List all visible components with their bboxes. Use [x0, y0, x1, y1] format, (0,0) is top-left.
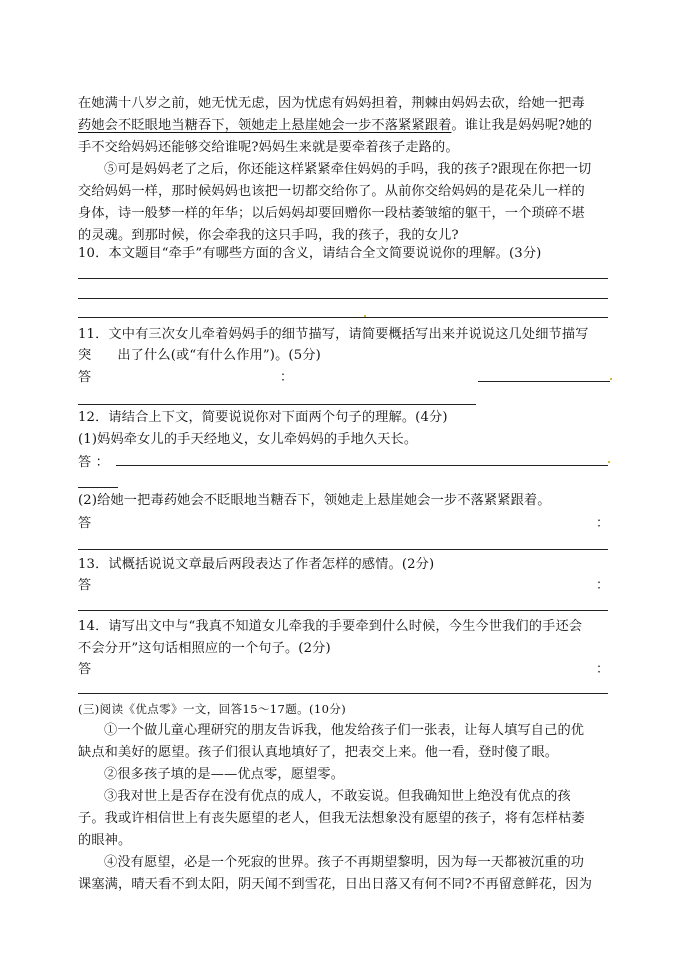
answer-label: 答 ：: [78, 455, 110, 470]
colon-mark: ：: [596, 578, 610, 593]
answer-label: 答: [78, 662, 92, 677]
question-14-line-1: 14．请写出文中与“我真不知道女儿牵我的手要牵到什么时候，今生今世我们的手还会: [78, 619, 583, 634]
question-12-sentence-1: (1)妈妈牵女儿的手天经地义，女儿牵妈妈的手地久天长。: [78, 432, 418, 447]
question-11-line-1: 11．文中有三次女儿牵着妈妈手的细节描写，请简要概括写出来并说说这几处细节描写: [78, 327, 589, 342]
speck: [364, 315, 366, 317]
paragraph-5-line-4: 的灵魂。到那时候，你会牵我的这只手吗，我的孩子，我的女儿?: [78, 228, 459, 243]
paragraph-5-line-3: 身体，诗一般梦一样的年华；以后妈妈却要回赠你一段枯萎皱缩的躯干，一个琐碎不堪: [78, 206, 585, 221]
s3-paragraph-3-line-1: ③我对世上是否存在没有优点的成人，不敢妄说。但我确知世上绝没有优点的孩: [104, 789, 571, 804]
underlined-sentence: 药她会不眨眼地当糖吞下，领她走上悬崖她会一步不落紧紧跟着: [78, 118, 452, 133]
s3-paragraph-4-line-2: 课塞满，晴天看不到太阳，阴天闻不到雪花，日出日落又有何不同?不再留意鲜花，因为: [78, 877, 593, 892]
answer-line[interactable]: [78, 317, 608, 318]
s3-paragraph-1-line-2: 缺点和美好的愿望。孩子们很认真地填好了，把表交上来。他一看，登时傻了眼。: [78, 745, 559, 760]
colon-mark: ：: [596, 662, 610, 677]
colon-mark: ：: [596, 516, 610, 531]
answer-line[interactable]: [116, 465, 608, 466]
question-11-line-2: [78, 345, 618, 367]
answer-label: 答: [78, 516, 92, 531]
question-10: 10．本文题目“牵手”有哪些方面的含义，请结合全文简要说说你的理解。(3分): [78, 246, 542, 261]
passage-line-3: 手不交给妈妈还能够交给谁呢?妈妈生来就是要牵着孩子走路的。: [78, 140, 459, 155]
passage-line-2-rest: 。谁让我是妈妈呢?她的: [451, 118, 593, 133]
answer-line[interactable]: [78, 278, 608, 279]
section-3-heading: (三)阅读《优点零》一文，回答15～17题。(10分): [78, 702, 347, 716]
answer-line[interactable]: [78, 298, 608, 299]
answer-label: 答: [78, 370, 92, 385]
paragraph-5-line-2: 交给妈妈一样，那时候妈妈也该把一切都交给你了。从前你交给妈妈的是花朵儿一样的: [78, 184, 585, 199]
answer-line[interactable]: [78, 487, 118, 488]
question-12: 12．请结合上下文，简要说说你对下面两个句子的理解。(4分): [78, 410, 448, 425]
passage-line-2: [78, 115, 618, 137]
passage-line-1: 在她满十八岁之前，她无忧无虑，因为忧虑有妈妈担着，荆棘由妈妈去砍，给她一把毒: [78, 96, 585, 111]
answer-line[interactable]: [78, 549, 608, 550]
s3-paragraph-4-line-1: ④没有愿望，必是一个死寂的世界。孩子不再期望黎明，因为每一天都被沉重的功: [104, 855, 585, 870]
s3-paragraph-3-line-2: 子。我或许相信世上有丧失愿望的老人，但我无法想象没有愿望的孩子，将有怎样枯萎: [78, 811, 585, 826]
answer-line[interactable]: [78, 404, 476, 405]
question-13: 13．试概括说说文章最后两段表达了作者怎样的感情。(2分): [78, 557, 435, 572]
answer-line[interactable]: [78, 693, 608, 694]
s3-paragraph-1-line-1: ①一个做儿童心理研究的朋友告诉我，他发给孩子们一张表，让每人填写自己的优: [104, 723, 585, 738]
speck: [610, 378, 612, 380]
answer-line[interactable]: [78, 610, 608, 611]
paragraph-5-line-1: ⑤可是妈妈老了之后，你还能这样紧紧牵住妈妈的手吗，我的孩子?跟现在你把一切: [104, 162, 592, 177]
colon-mark: ：: [280, 370, 294, 385]
s3-paragraph-3-line-3: 的眼神。: [78, 833, 132, 848]
answer-line[interactable]: [478, 381, 610, 382]
q11-fragment-rest: 出了什么(或“有什么作用”)。(5分): [117, 348, 321, 363]
q11-fragment: 突: [78, 348, 92, 363]
question-14-line-2: 不会分开”这句话相照应的一个句子。(2分): [78, 641, 331, 656]
answer-label: 答: [78, 578, 92, 593]
s3-paragraph-2: ②很多孩子填的是——优点零，愿望零。: [104, 767, 345, 782]
speck: [608, 461, 610, 463]
question-12-sentence-2: (2)给她一把毒药她会不眨眼地当糖吞下，领她走上悬崖她会一步不落紧紧跟着。: [78, 493, 551, 508]
